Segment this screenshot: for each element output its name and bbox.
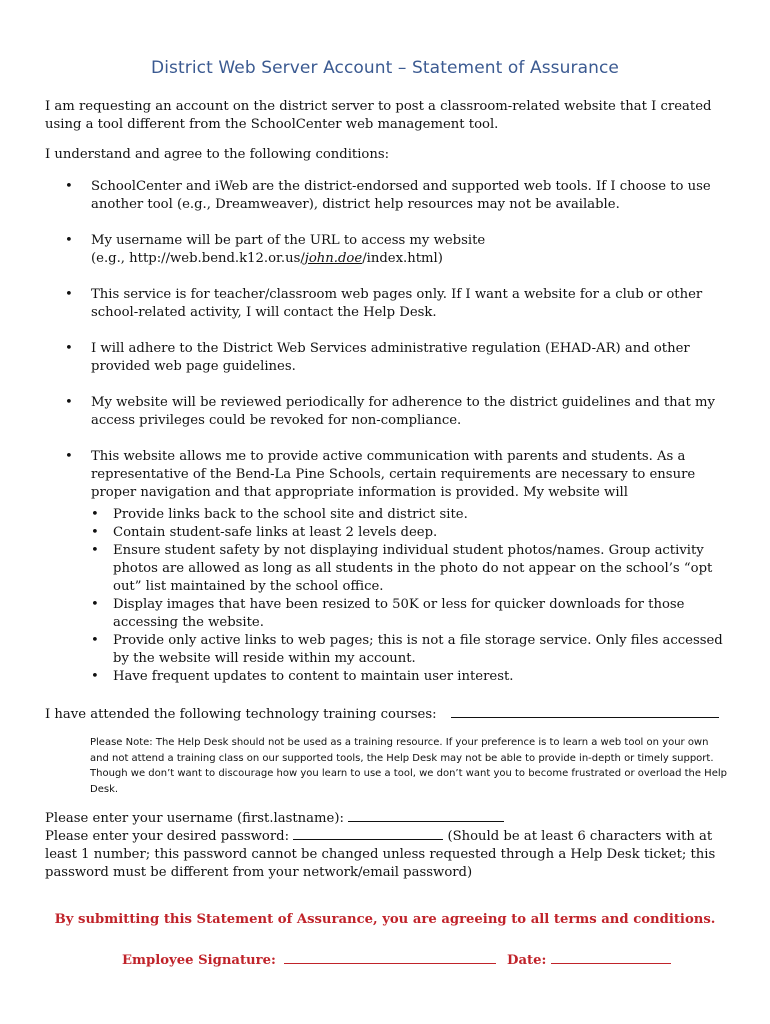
requirement-item [91, 668, 725, 686]
requirement-text: Ensure student safety by not displaying individual student photos/names. Group activity photos are allowed as long as all students in the photo do not appear on the school’s “opt out” list maintained by the school office. [113, 543, 713, 594]
conditions-list [65, 178, 725, 704]
signature-label: Employee Signature: [122, 953, 276, 968]
condition-item [65, 232, 725, 268]
password-label: Please enter your desired password: [45, 829, 290, 844]
condition-item [65, 448, 725, 686]
requirement-item [91, 632, 725, 668]
requirement-item [91, 506, 725, 524]
username-line [45, 808, 735, 828]
training-courses-field[interactable] [451, 704, 719, 718]
website-requirements-list [91, 506, 725, 686]
condition-item [65, 178, 725, 214]
password-requirements: (Should be at least 6 characters with at least 1 number; this password cannot be changed unless requested through a Help Desk ticket; this password must be different from your network/email password) [45, 829, 716, 880]
url-suffix: /index.html) [362, 251, 443, 266]
requirement-item [91, 542, 725, 596]
password-field[interactable] [293, 826, 443, 840]
requirement-text: Display images that have been resized to 50K or less for quicker downloads for those accessing the website. [113, 597, 685, 630]
username-label: Please enter your username (first.lastname): [45, 811, 344, 826]
signature-field[interactable] [284, 950, 496, 964]
bullet-marker: • [91, 597, 99, 612]
username-field[interactable] [348, 808, 504, 822]
bullet-marker: • [65, 287, 73, 302]
bullet-marker: • [91, 669, 99, 684]
document-title: District Web Server Account – Statement of Assurance [151, 58, 619, 78]
bullet-marker: • [65, 233, 73, 248]
condition-text: This website allows me to provide active communication with parents and students. As a representative of the Bend-La Pine Schools, certain requirements are necessary to ensure proper navigation and that appropriate information is provided. My website will [91, 449, 696, 500]
condition-text: I will adhere to the District Web Services administrative regulation (EHAD-AR) and other provided web page guidelines. [91, 341, 690, 374]
submission-notice: By submitting this Statement of Assurance, you are agreeing to all terms and conditions. [54, 912, 716, 927]
bullet-marker: • [65, 395, 73, 410]
password-line [45, 826, 735, 882]
bullet-marker: • [65, 179, 73, 194]
condition-item [65, 286, 725, 322]
bullet-marker: • [91, 633, 99, 648]
bullet-marker: • [91, 507, 99, 522]
training-label: I have attended the following technology training courses: [45, 707, 437, 722]
condition-text: This service is for teacher/classroom web pages only. If I want a website for a club or other school-related activity, I will contact the Help Desk. [91, 287, 703, 320]
condition-text: SchoolCenter and iWeb are the district-endorsed and supported web tools. If I choose to use another tool (e.g., Dreamweaver), district help resources may not be available. [91, 179, 711, 212]
help-desk-note: Please Note: The Help Desk should not be used as a training resource. If your preference is to learn a web tool on your own and not attend a training class on our supported tools, the Help Desk may not be able to provide in-depth or timely support. Though we don’t want to discourage how you learn to use a tool, we don’t want you to become frustrated or overload the Help Desk. [90, 737, 727, 795]
bullet-marker: • [65, 341, 73, 356]
condition-item [65, 340, 725, 376]
condition-text: My username will be part of the URL to access my website [91, 233, 486, 248]
intro-paragraph: I am requesting an account on the district server to post a classroom-related website that I created using a tool different from the SchoolCenter web management tool. [45, 99, 712, 132]
requirement-text: Have frequent updates to content to maintain user interest. [113, 669, 514, 684]
condition-text: My website will be reviewed periodically for adherence to the district guidelines and that my access privileges could be revoked for non-compliance. [91, 395, 715, 428]
url-username: john.doe [304, 251, 363, 266]
date-label: Date: [507, 953, 547, 968]
conditions-intro: I understand and agree to the following conditions: [45, 147, 390, 162]
bullet-marker: • [91, 543, 99, 558]
requirement-text: Provide only active links to web pages; this is not a file storage service. Only files accessed by the website will reside within my account. [113, 633, 723, 666]
requirement-text: Provide links back to the school site and district site. [113, 507, 468, 522]
condition-item [65, 394, 725, 430]
signature-line [122, 950, 671, 968]
training-line [45, 704, 735, 724]
bullet-marker: • [91, 525, 99, 540]
requirement-text: Contain student-safe links at least 2 levels deep. [113, 525, 438, 540]
requirement-item [91, 596, 725, 632]
requirement-item [91, 524, 725, 542]
url-prefix: (e.g., http://web.bend.k12.or.us/ [91, 251, 305, 266]
date-field[interactable] [551, 950, 671, 964]
bullet-marker: • [65, 449, 73, 464]
